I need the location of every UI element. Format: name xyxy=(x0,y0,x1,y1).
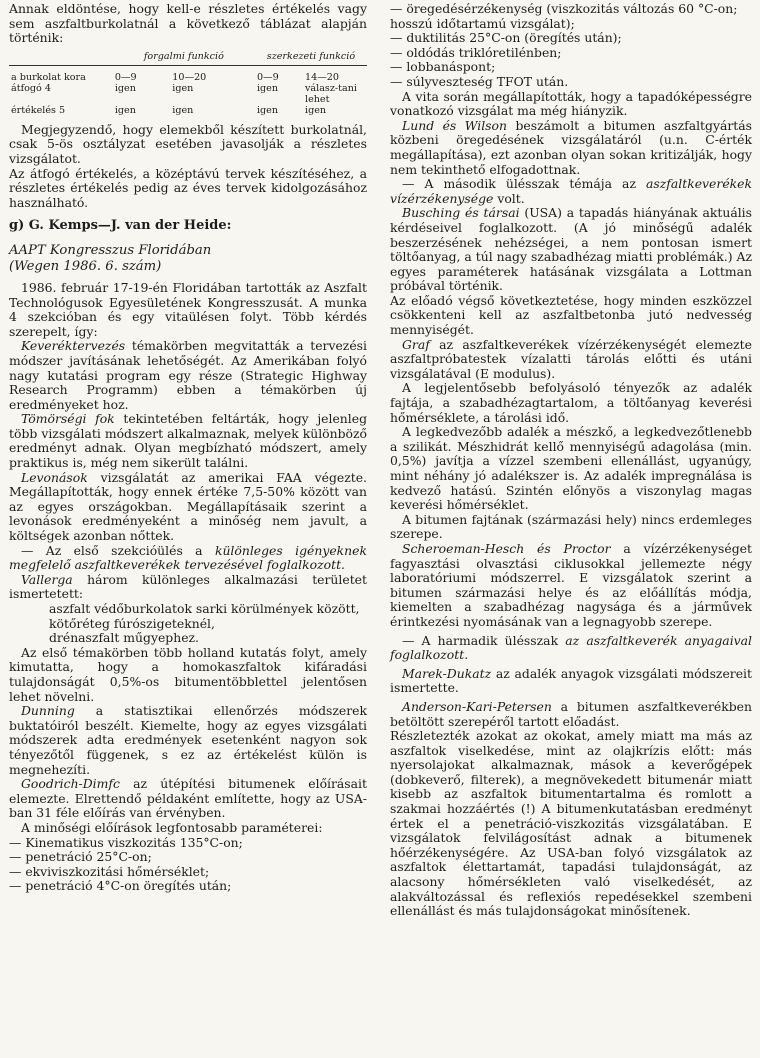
author-name: Dunning xyxy=(21,703,75,719)
session-topic: különleges igényeknek megfelelő aszfaltkeverékek tervezésével foglalkozott. xyxy=(9,542,367,573)
body-paragraph: A minőségi előírások legfontosabb paraméterei: xyxy=(21,819,323,835)
paragraph-text: a statisztikai ellenőrzés módszerek buktatóiról beszélt. Kiemelte, hogy az egyes vizsgálati módszerek adta eredmények esetenként nagyon sok tényezőtől függenek, s ez az értékelést külön is megnehezíti. xyxy=(9,703,367,777)
table-cell: 10—20 xyxy=(172,71,207,83)
body-paragraph xyxy=(9,704,367,777)
author-name: Vallerga xyxy=(21,571,73,587)
application-list xyxy=(9,602,367,646)
section-heading: g) G. Kemps—J. van der Heide: xyxy=(9,218,232,234)
article-subtitle xyxy=(9,243,367,275)
body-paragraph xyxy=(9,777,367,821)
left-column xyxy=(9,2,367,894)
author-name: Keveréktervezés xyxy=(21,338,126,354)
paragraph-text: az útépítési bitumenek előírásait elemezte. Elrettendő példaként említette, hogy az USA-ban 31 féle előírás van érvényben. xyxy=(9,776,367,821)
parameter-list-continued xyxy=(390,2,752,90)
list-item: — oldódás triklóretilénben; xyxy=(390,44,562,60)
evaluation-table xyxy=(9,51,367,116)
table-cell: 0—9 xyxy=(114,71,137,83)
table-cell: igen xyxy=(114,104,136,116)
author-name: Scheroeman-Hesch és Proctor xyxy=(402,540,611,556)
table-cell: igen xyxy=(305,104,327,116)
paragraph-text: volt. xyxy=(493,190,525,206)
author-name: Busching és társai xyxy=(402,205,520,221)
paragraph-text: vizsgálatát az amerikai FAA végezte. Megállapították, hogy ennek értéke 7,5-50% között van az egyes országokban. Megállapításaik szerint a levonások eredményeként a minőség nem javult, a költségek azonban nőttek. xyxy=(9,469,367,544)
paragraph-text: a bitumen aszfaltkeverékben betöltött szerepéről tartott előadást. xyxy=(390,698,752,729)
article-source: (Wegen 1986. 6. szám) xyxy=(9,258,162,274)
list-item: kötőréteg fúrószigeteknél, xyxy=(49,615,215,631)
body-paragraph: A legjelentősebb befolyásoló tényezők az adalék fajtája, a szabadhézagtartalom, a töltőanyag keverési hőmérséklete, a tárolási idő. xyxy=(390,380,752,425)
paragraph-text: az adalék anyagok vizsgálati módszereit ismertette. xyxy=(390,665,752,696)
session-topic: aszfaltkeverékek vízérzékenysége xyxy=(390,176,752,206)
list-item: — Kinematikus viszkozitás 135°C-on; xyxy=(9,834,243,850)
paragraph-text: (USA) a tapadás hiányának aktuális kérdéseivel foglalkozott. (A jó minőségű adalék beszerzésének nehézségei, a nem pontosan ismert töltőanyag, a túl nagy szabadhézag miatti problémák.) Az egyes paraméterek hatásának vizsgálata a Lottman próbával történik. xyxy=(390,205,752,294)
right-column xyxy=(390,2,752,919)
author-name: Marek-Dukatz xyxy=(402,665,492,681)
author-name: Goodrich-Dimfc xyxy=(21,776,120,792)
body-paragraph xyxy=(390,634,752,663)
body-paragraph xyxy=(390,177,752,206)
body-paragraph xyxy=(390,206,752,294)
table-header-row xyxy=(9,51,367,66)
paragraph-text: beszámolt a bitumen aszfaltgyártás közbeni öregedésének vizsgálatáról (u.n. C-érték megállapítása), ezt azonban olyan sokan kritizálják, hogy nem tekinthető elfogadottnak. xyxy=(390,117,752,177)
article-title: AAPT Kongresszus Floridában xyxy=(9,242,212,258)
list-item: — penetráció 25°C-on; xyxy=(9,849,152,865)
table-cell: igen xyxy=(172,104,194,116)
author-name: Anderson-Kari-Petersen xyxy=(402,698,552,714)
body-paragraph: Részletezték azokat az okokat, amely miatt ma más az aszfaltok viselkedése, mint az olajkrízis előtt: más nyersolajokat alkalmaznak, mások a keverőgépek (dobkeverő, filterek), a megnövekedett bitumenár miatt kisebb az aszfaltok bitumentartalma és romlott a szakmai hozzáértés (!) A bitumenkutatásban eredményt értek el a penetráció-viszkozitás vizsgálatában. E vizsgálatok felvilágosítást adnak a bitumenek hőérzékenységére. Az USA-ban folyó vizsgálatok az aszfaltok élettartamát, tapadási tulajdonságát, az alacsony hőmérsékleten való viselkedését, az alakváltozással és reflexiós repedésekkel szembeni ellenállást és más tulajdonságokat minősítenek. xyxy=(390,728,752,919)
body-paragraph: A bitumen fajtának (származási hely) nincs erdemleges szerepe. xyxy=(390,511,752,542)
table-cell: igen xyxy=(114,82,136,94)
list-item: drénaszfalt műgyephez. xyxy=(49,630,200,646)
body-paragraph xyxy=(9,573,367,602)
body-paragraph: Az előadó végső következtetése, hogy minden eszközzel csökkenteni kell az aszfaltbetonba jutó nedvesség mennyiségét. xyxy=(390,292,752,338)
body-paragraph: A legkedvezőbb adalék a mészkő, a legkedvezőtlenebb a szilikát. Mészhidrát kellő mennyiségű adagolása (min. 0,5%) javítja a vízzel szembeni ellenállást, ugyanúgy, mint néhány jó adalékszer is. Az adalék impregnálása is kedvező hatású. Szintén előnyös a viszonylag magas keverési hőmérséklet. xyxy=(390,424,752,513)
list-item: aszfalt védőburkolatok sarki körülmények között, xyxy=(49,601,360,616)
paragraph-text: témakörben megvitatták a tervezési módszer javításának lehetőségét. Az Amerikában folyó nagy kutatási program egy része (Strategic Highway Research Programm) ebben a témakörben új eredményeket hoz. xyxy=(9,338,367,412)
table-cell: 14—20 xyxy=(305,71,340,83)
table-cell: igen xyxy=(256,82,279,94)
table-cell: 0—9 xyxy=(256,71,279,83)
list-item: — penetráció 4°C-on öregítés után; xyxy=(9,878,232,894)
table-row xyxy=(9,83,367,105)
body-paragraph xyxy=(390,119,752,177)
paragraph-text: tekintetében feltárták, hogy jelenleg több vizsgálati módszert alkalmaznak, melyek különböző eredményt adnak. Olyan megbízható módszert, amely praktikus is, még nem sikerült találni. xyxy=(9,411,367,471)
list-item: — ekviviszkozitási hőmérséklet; xyxy=(9,863,210,879)
paragraph-text: a vízérzékenységet fagyasztási olvasztási ciklusokkal jellemezte négy laboratóriumi módszerrel. E vizsgálatok szerint a bitumen származási helye és az előállítás módja, kiemelten a szabadhézag nagysága és a járművek érintkezési nyomásának van a legnagyobb szerepe. xyxy=(390,540,752,629)
note-paragraph: Megjegyzendő, hogy elemekből készített burkolatnál, csak 5-ös osztályzat esetében javasolják a részletes vizsgálatot. xyxy=(9,121,367,166)
paragraph-text: — Az első szekcióülés a xyxy=(21,542,215,558)
body-paragraph xyxy=(9,544,367,573)
list-item: — súlyveszteség TFOT után. xyxy=(390,73,569,89)
body-paragraph: 1986. február 17-19-én Floridában tartották az Aszfalt Technológusok Egyesületének Kongresszusát. A munka 4 szekcióban és egy vitaülésen folyt. Több kérdés szerepelt, így: xyxy=(9,279,367,339)
table-row xyxy=(9,72,367,83)
paragraph-text: az aszfaltkeverékek vízérzékenységét elemezte aszfaltpróbatestek vízalatti tárolás előtti és utáni vizsgálatával (E modulus). xyxy=(390,336,752,381)
paragraph-text: — A harmadik ülésszak xyxy=(402,632,566,648)
author-name: Graf xyxy=(402,336,430,352)
body-paragraph: Az első témakörben több holland kutatás folyt, amely kimutatta, hogy a homokaszfaltok kifáradási tulajdonságát 0,5%-os bitumentöbblettel jelentősen lehet növelni. xyxy=(9,644,367,704)
table-cell: átfogó 4 xyxy=(11,82,51,94)
table-cell: igen xyxy=(172,82,194,94)
list-item: — duktilitás 25°C-on (öregítés után); xyxy=(390,30,622,46)
usage-paragraph: Az átfogó értékelés, a középtávú tervek készítéséhez, a részletes értékelés pedig az éves tervek kidolgozásához használható. xyxy=(9,165,367,210)
body-paragraph xyxy=(390,667,752,696)
body-paragraph xyxy=(390,700,752,729)
body-paragraph xyxy=(390,338,752,382)
body-paragraph xyxy=(390,542,752,630)
topic-name: Levonások xyxy=(21,469,88,485)
body-paragraph: A vita során megállapították, hogy a tapadóképességre vonatkozó vizsgálat ma még hiányzik. xyxy=(390,88,752,119)
table-cell: értékelés 5 xyxy=(11,104,66,116)
parameter-list xyxy=(9,836,367,894)
body-paragraph xyxy=(9,339,367,412)
list-item: — lobbanáspont; xyxy=(390,59,496,75)
table-group-header-traffic: forgalmi funkció xyxy=(143,50,224,62)
table-cell: a burkolat kora xyxy=(11,71,86,83)
body-paragraph xyxy=(9,412,367,470)
body-paragraph xyxy=(9,471,367,544)
paragraph-text: három különleges alkalmazási területet ismertetett: xyxy=(9,571,367,602)
session-topic: az aszfaltkeverék anyagaival foglalkozott. xyxy=(390,632,753,663)
list-item: — öregedésérzékenység (viszkozitás változás 60 °C-on; hosszú időtartamú vizsgálat); xyxy=(390,1,738,31)
table-group-header-structural: szerkezeti funkció xyxy=(266,50,356,62)
topic-name: Tömörségi fok xyxy=(21,411,115,427)
intro-paragraph: Annak eldöntése, hogy kell-e részletes értékelés vagy sem aszfaltburkolatnál a következő táblázat alapján történik: xyxy=(9,1,367,46)
table-row xyxy=(9,105,367,116)
table-cell: válasz-tani lehet xyxy=(305,82,357,105)
author-name: Lund és Wilson xyxy=(402,117,507,133)
table-cell: igen xyxy=(256,104,279,116)
paragraph-text: — A második ülésszak témája az xyxy=(402,176,647,192)
